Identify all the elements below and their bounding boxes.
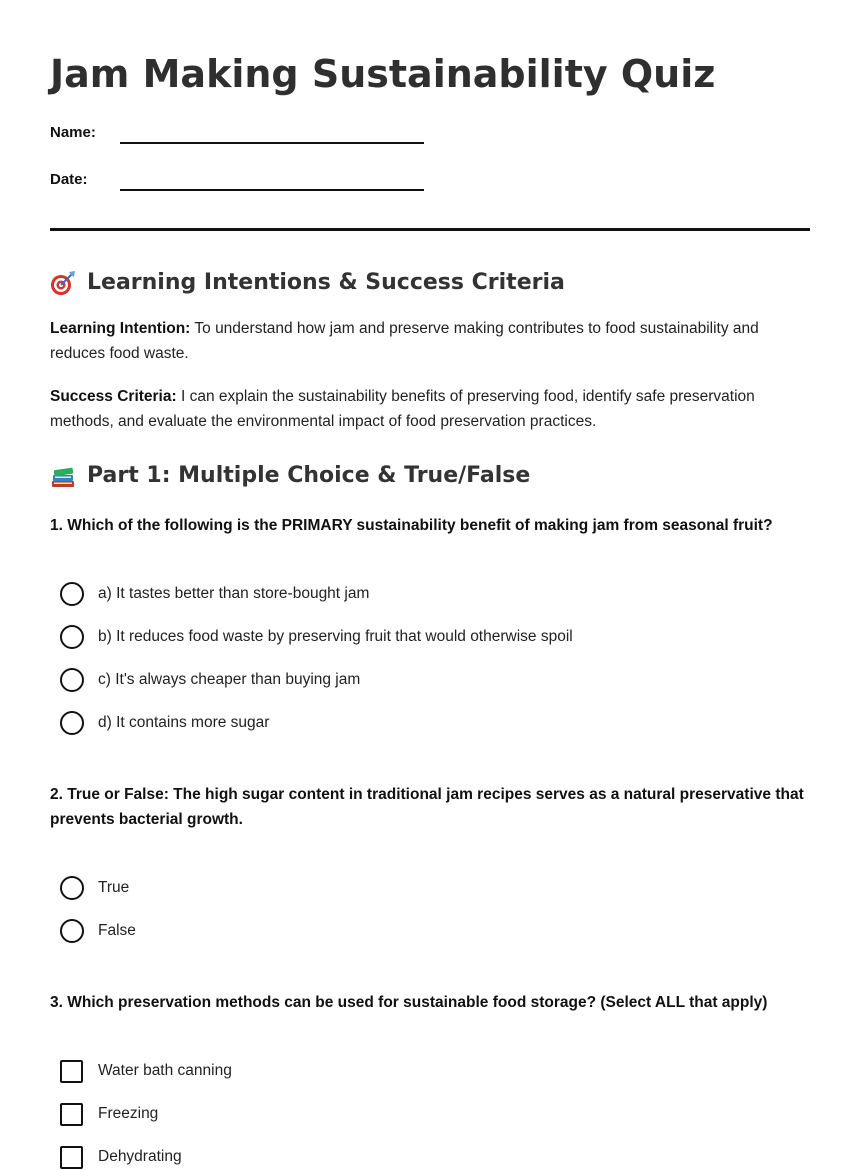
header-divider — [50, 228, 810, 231]
radio-button[interactable] — [60, 711, 84, 735]
part1-heading — [50, 461, 530, 491]
name-label: Name: — [50, 124, 96, 141]
option-label: d) It contains more sugar — [98, 714, 270, 731]
q1-option-b[interactable] — [60, 624, 573, 650]
checkbox[interactable] — [60, 1103, 83, 1126]
q1-option-c[interactable] — [60, 667, 360, 693]
q2-option-true[interactable] — [60, 875, 129, 901]
question-1-text: 1. Which of the following is the PRIMARY sustainability benefit of making jam from seasonal fruit? — [50, 517, 773, 534]
checkbox[interactable] — [60, 1060, 83, 1083]
option-label: a) It tastes better than store-bought jam — [98, 585, 370, 602]
option-label: False — [98, 922, 136, 939]
option-label: c) It's always cheaper than buying jam — [98, 671, 361, 688]
q2-option-false[interactable] — [60, 918, 136, 944]
q1-option-d[interactable] — [60, 710, 269, 736]
option-label: b) It reduces food waste by preserving fruit that would otherwise spoil — [98, 628, 573, 645]
radio-button[interactable] — [60, 625, 84, 649]
q1-option-a[interactable] — [60, 581, 369, 607]
name-field-row — [50, 118, 430, 148]
q3-option-water-bath[interactable] — [60, 1058, 232, 1084]
radio-button[interactable] — [60, 668, 84, 692]
q3-option-dehydrating[interactable] — [60, 1144, 182, 1170]
learning-intention-label: Learning Intention: — [50, 320, 191, 337]
checkbox[interactable] — [60, 1146, 83, 1169]
part1-heading-text: Part 1: Multiple Choice & True/False — [87, 463, 531, 488]
success-criteria-label: Success Criteria: — [50, 388, 177, 405]
radio-button[interactable] — [60, 876, 84, 900]
question-3-text: 3. Which preservation methods can be used for sustainable food storage? (Select ALL that apply) — [50, 994, 768, 1011]
radio-button[interactable] — [60, 582, 84, 606]
radio-button[interactable] — [60, 919, 84, 943]
option-label: Dehydrating — [98, 1148, 182, 1165]
learning-intention-text: To understand how jam and preserve making contributes to food sustainability and reduces food waste. — [50, 320, 759, 362]
question-2-text: 2. True or False: The high sugar content in traditional jam recipes serves as a natural preservative that prevents bacterial growth. — [50, 786, 804, 828]
date-label: Date: — [50, 171, 88, 188]
books-icon — [50, 463, 76, 489]
learning-intention-paragraph — [50, 316, 810, 366]
name-input[interactable] — [120, 118, 424, 144]
learning-intentions-heading — [50, 268, 565, 298]
success-criteria-text: I can explain the sustainability benefits of preserving food, identify safe preservation methods, and evaluate the environmental impact of food preservation practices. — [50, 388, 755, 430]
date-input[interactable] — [120, 165, 424, 191]
date-field-row — [50, 165, 430, 195]
learning-heading-text: Learning Intentions & Success Criteria — [87, 270, 565, 295]
q3-option-freezing[interactable] — [60, 1101, 158, 1127]
success-criteria-paragraph — [50, 384, 810, 434]
dart-target-icon — [50, 270, 76, 296]
option-label: Freezing — [98, 1105, 159, 1122]
page-title: Jam Making Sustainability Quiz — [50, 52, 716, 96]
option-label: True — [98, 879, 130, 896]
option-label: Water bath canning — [98, 1062, 232, 1079]
